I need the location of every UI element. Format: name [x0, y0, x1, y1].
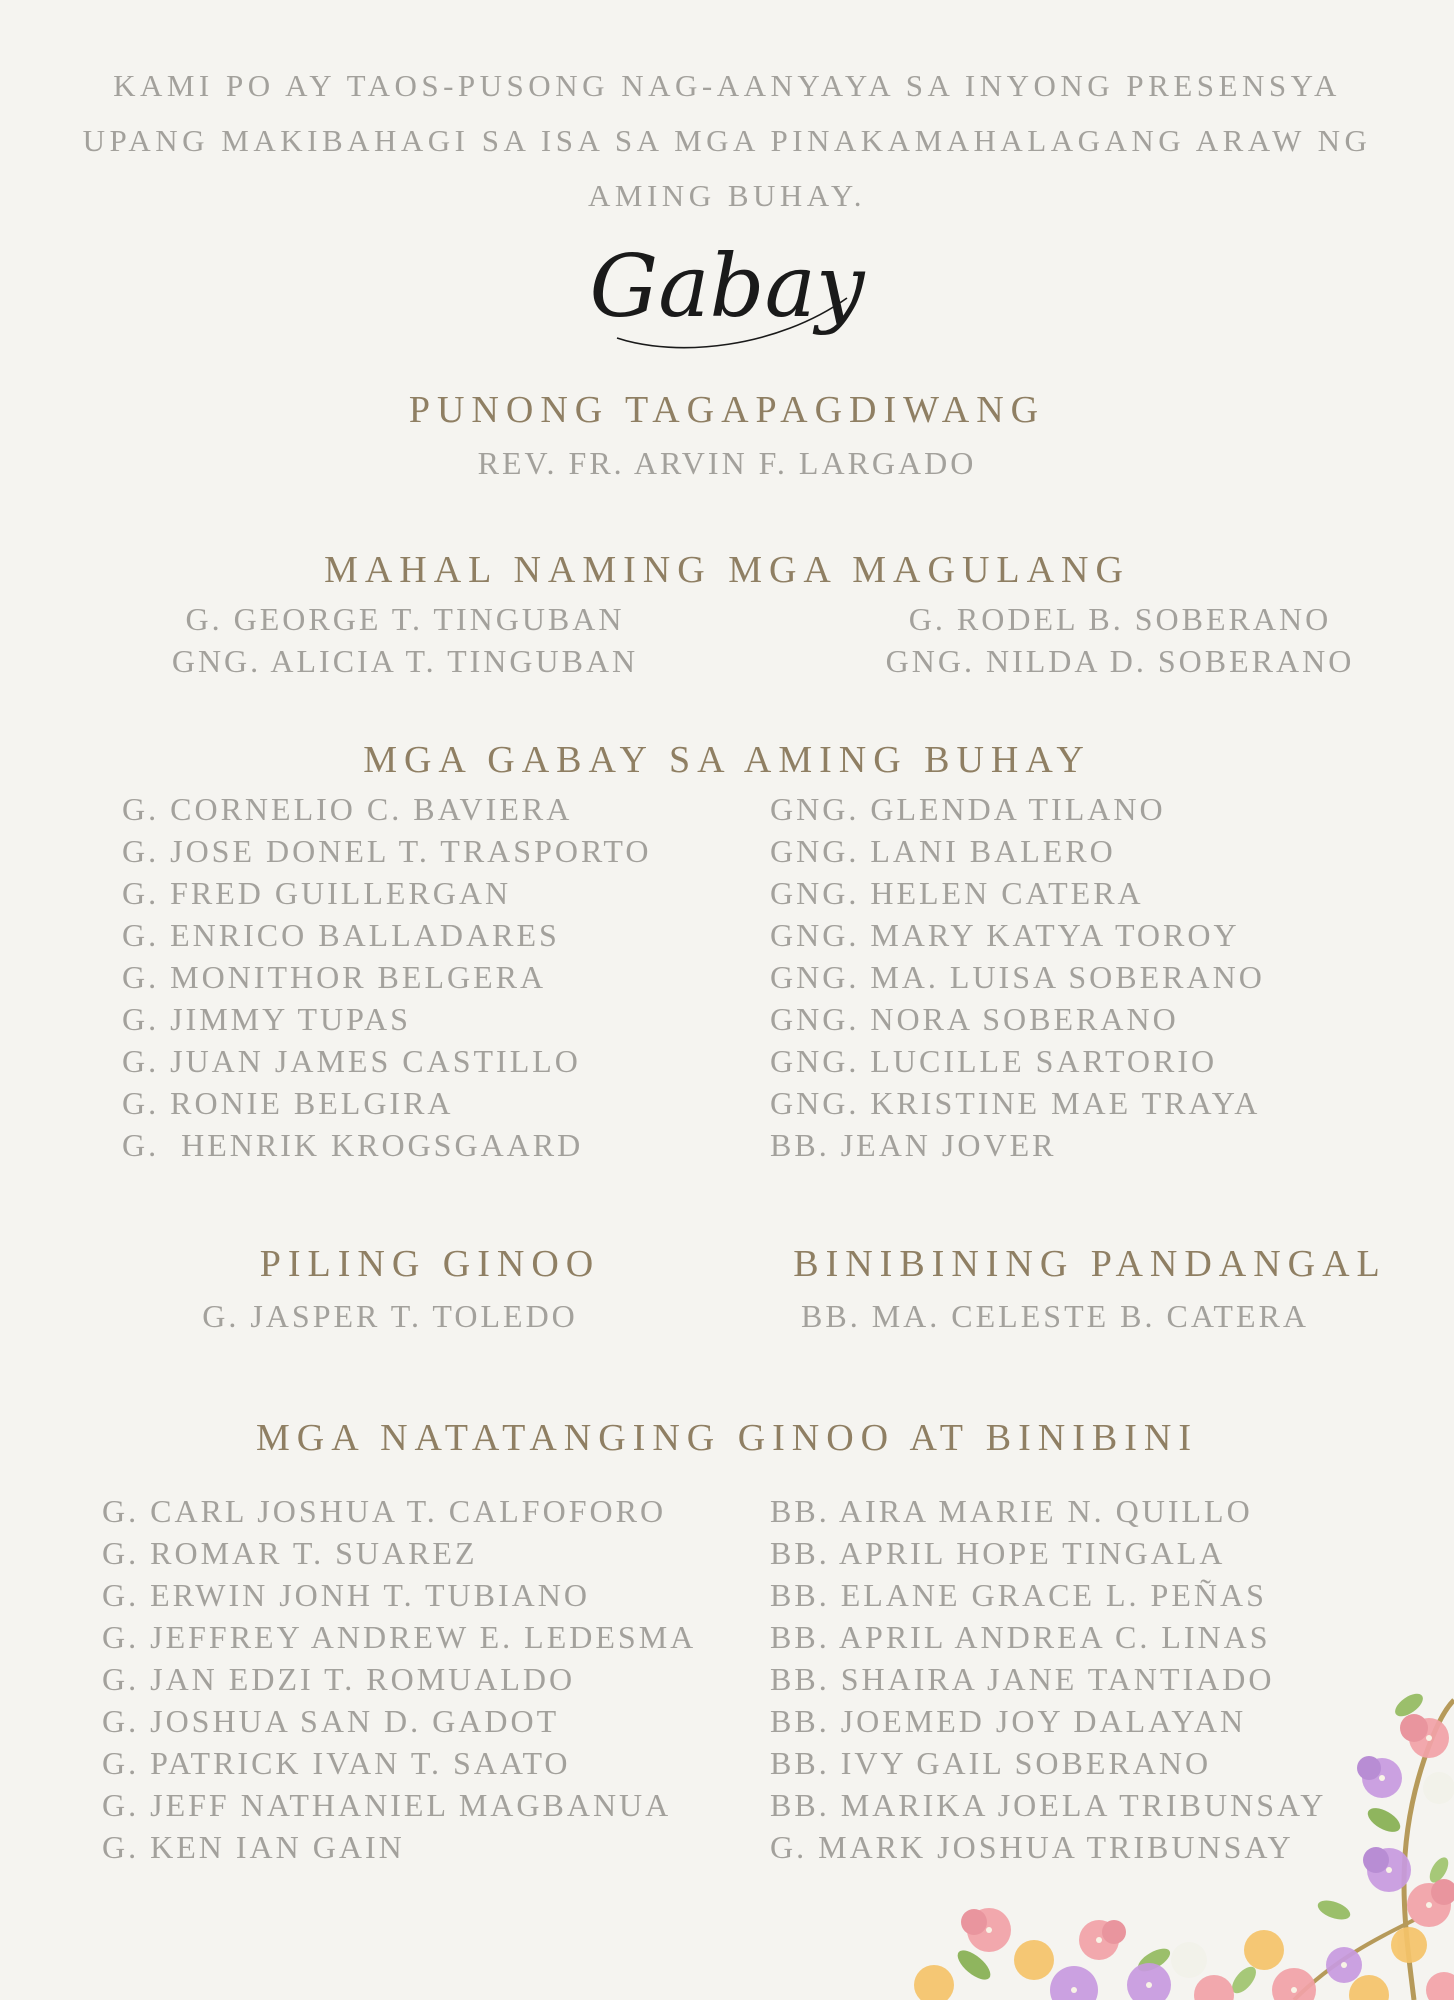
sponsor-name: GNG. NORA SOBERANO	[770, 1001, 1179, 1037]
sponsor-name: GNG. GLENDA TILANO	[770, 791, 1166, 827]
sponsor-name: G. HENRIK KROGSGAARD	[122, 1127, 584, 1163]
entourage-name: G. CARL JOSHUA T. CALFOFORO	[102, 1493, 667, 1529]
entourage-name: BB. MARIKA JOELA TRIBUNSAY	[770, 1787, 1327, 1823]
script-title-graphic	[587, 228, 867, 358]
sponsors-left-column	[122, 788, 651, 1166]
best-man-heading: PILING GINOO	[259, 1243, 601, 1285]
parent-name: GNG. ALICIA T. TINGUBAN	[171, 643, 639, 679]
officiant-heading: PUNONG TAGAPAGDIWANG	[408, 389, 1046, 431]
intro-line: UPANG MAKIBAHAGI SA ISA SA MGA PINAKAMAHALAGANG ARAW NG	[82, 123, 1372, 158]
parent-name: G. RODEL B. SOBERANO	[908, 601, 1332, 637]
parent-name: GNG. NILDA D. SOBERANO	[885, 643, 1355, 679]
sponsors-heading: MGA GABAY SA AMING BUHAY	[363, 739, 1091, 781]
sponsor-name: G. RONIE BELGIRA	[122, 1085, 454, 1121]
entourage-name: BB. AIRA MARIE N. QUILLO	[770, 1493, 1253, 1529]
maid-of-honor-heading: BINIBINING PANDANGAL	[793, 1243, 1387, 1285]
parents-left-column	[110, 598, 700, 682]
parents-right-column	[820, 598, 1420, 682]
entourage-heading: MGA NATATANGING GINOO AT BINIBINI	[256, 1417, 1198, 1459]
sponsor-name: BB. JEAN JOVER	[770, 1127, 1057, 1163]
parents-heading: MAHAL NAMING MGA MAGULANG	[324, 549, 1130, 591]
maid-of-honor-name: BB. MA. CELESTE B. CATERA	[801, 1298, 1309, 1334]
entourage-name: G. ROMAR T. SUAREZ	[102, 1535, 478, 1571]
best-man-name: G. JASPER T. TOLEDO	[202, 1298, 578, 1334]
sponsor-name: GNG. MARY KATYA TOROY	[770, 917, 1240, 953]
sponsor-name: G. CORNELIO C. BAVIERA	[122, 791, 573, 827]
entourage-name: BB. ELANE GRACE L. PEÑAS	[770, 1577, 1267, 1613]
entourage-name: G. MARK JOSHUA TRIBUNSAY	[770, 1829, 1294, 1865]
script-title	[0, 228, 1454, 363]
intro-line: AMING BUHAY.	[588, 178, 866, 213]
entourage-name: G. JOSHUA SAN D. GADOT	[102, 1703, 560, 1739]
intro-line: KAMI PO AY TAOS-PUSONG NAG-AANYAYA SA INYONG PRESENSYA	[113, 68, 1341, 103]
sponsor-name: GNG. HELEN CATERA	[770, 875, 1144, 911]
entourage-name: BB. APRIL ANDREA C. LINAS	[770, 1619, 1271, 1655]
entourage-name: BB. SHAIRA JANE TANTIADO	[770, 1661, 1275, 1697]
sponsor-name: G. JIMMY TUPAS	[122, 1001, 411, 1037]
sponsor-name: G. JUAN JAMES CASTILLO	[122, 1043, 581, 1079]
entourage-name: G. PATRICK IVAN T. SAATO	[102, 1745, 571, 1781]
sponsor-name: GNG. MA. LUISA SOBERANO	[770, 959, 1265, 995]
entourage-left-column	[102, 1490, 696, 1868]
sponsor-name: G. JOSE DONEL T. TRASPORTO	[122, 833, 652, 869]
bougainvillea-flowers-icon	[914, 1660, 1454, 2000]
script-title-text: Gabay	[589, 237, 865, 337]
sponsors-right-column	[770, 788, 1265, 1166]
parent-name: G. GEORGE T. TINGUBAN	[185, 601, 625, 637]
sponsor-name: G. FRED GUILLERGAN	[122, 875, 512, 911]
entourage-name: G. JEFFREY ANDREW E. LEDESMA	[102, 1619, 697, 1655]
entourage-name: G. JEFF NATHANIEL MAGBANUA	[102, 1787, 672, 1823]
sponsor-name: GNG. KRISTINE MAE TRAYA	[770, 1085, 1261, 1121]
entourage-name: BB. JOEMED JOY DALAYAN	[770, 1703, 1247, 1739]
sponsor-name: G. MONITHOR BELGERA	[122, 959, 547, 995]
officiant-name: REV. FR. ARVIN F. LARGADO	[477, 445, 977, 481]
entourage-name: G. ERWIN JONH T. TUBIANO	[102, 1577, 590, 1613]
entourage-name: BB. IVY GAIL SOBERANO	[770, 1745, 1212, 1781]
intro-text	[0, 58, 1454, 223]
entourage-name: BB. APRIL HOPE TINGALA	[770, 1535, 1226, 1571]
entourage-name: G. KEN IAN GAIN	[102, 1829, 405, 1865]
entourage-name: G. JAN EDZI T. ROMUALDO	[102, 1661, 576, 1697]
sponsor-name: G. ENRICO BALLADARES	[122, 917, 560, 953]
sponsor-name: GNG. LUCILLE SARTORIO	[770, 1043, 1218, 1079]
sponsor-name: GNG. LANI BALERO	[770, 833, 1116, 869]
